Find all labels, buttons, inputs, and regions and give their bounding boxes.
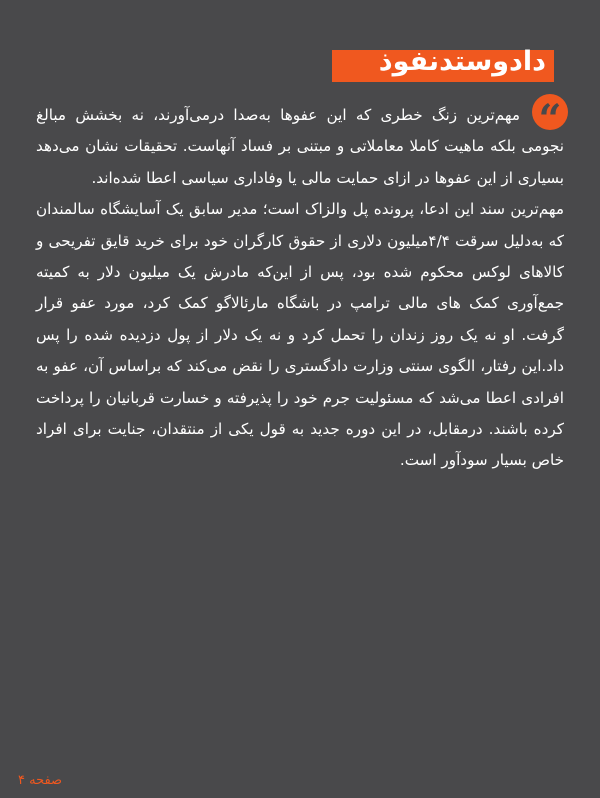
page-number: صفحه ۴: [18, 773, 63, 788]
quote-icon: “: [532, 94, 568, 130]
paragraph-2: مهم‌ترین سند این ادعا، پرونده پل والزاک است؛ مدیر سابق یک آسایشگاه سالمندان که به‌دلیل سرقت ۴/۴میلیون دلاری از حقوق کارگران خود برای خرید قایق تفریحی و کالاهای لوکس محکوم شده بود، پس از این‌که مادرش یک میلیون دلار به کمیته جمع‌آوری کمک های مالی ترامپ در باشگاه مارئالاگو کمک کرد، مورد عفو قرار گرفت. او نه یک روز زندان را تحمل کرد و نه یک دلار از پول دزدیده شده را پس داد.این رفتار، الگوی سنتی وزارت دادگستری را نقض می‌کند که براساس آن، عفو به افرادی اعطا می‌شد که مسئولیت جرم خود را پذیرفته و خسارت قربانیان را پرداخت کرده باشند. درمقابل، در این دوره جدید به قول یکی از منتقدان، جنایت برای افراد خاص بسیار سودآور است.: [36, 200, 565, 470]
page-title: دادوستدنفوذ: [378, 46, 546, 77]
article-body: [36, 100, 564, 477]
title-banner: [332, 44, 554, 84]
paragraph-1: مهم‌ترین زنگ خطری که این عفوها به‌صدا درمی‌آورند، نه بخشش مبالغ نجومی بلکه ماهیت کاملا معاملاتی و مبتنی بر فساد آنهاست. تحقیقات نشان می‌دهد بسیاری از این عفوها در ازای حمایت مالی یا وفاداری سیاسی اعطا شده‌اند.: [36, 106, 564, 187]
